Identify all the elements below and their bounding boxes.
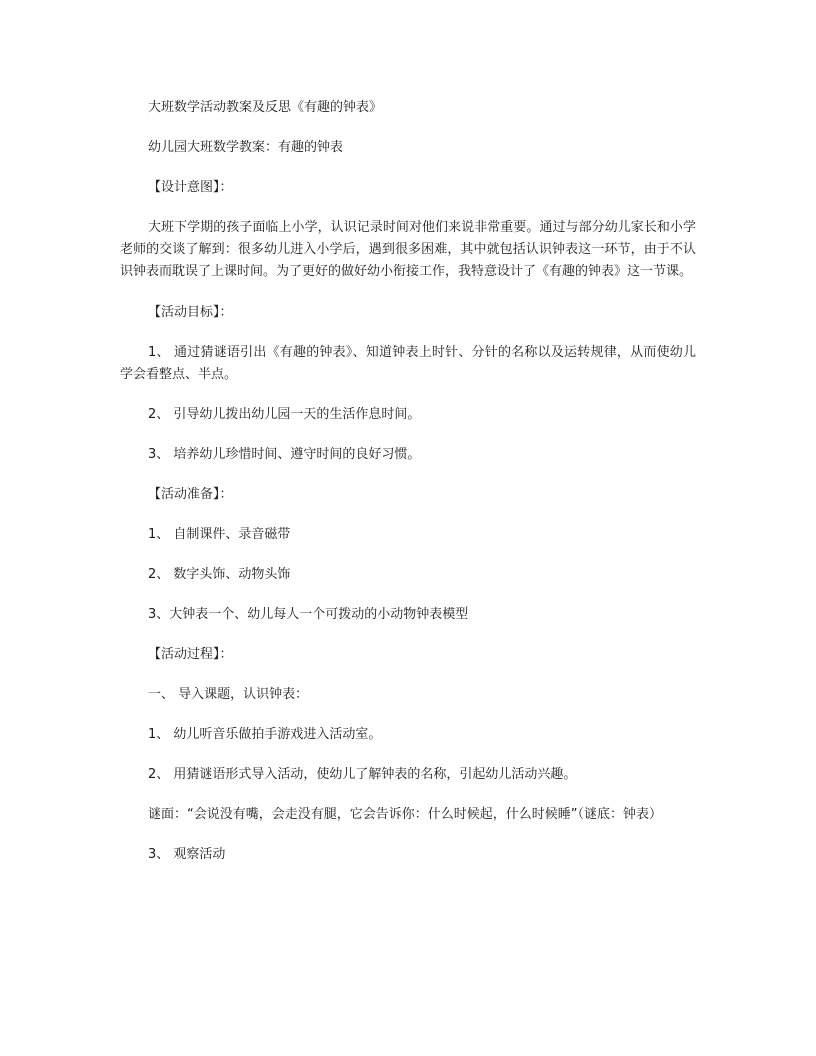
goal-item: 1、 通过猜谜语引出《有趣的钟表》、知道钟表上时针、分针的名称以及运转规律，从而使幼儿学会看整点、半点。 xyxy=(120,345,696,382)
process-step: 1、 幼儿听音乐做拍手游戏进入活动室。 xyxy=(148,727,382,742)
document-body xyxy=(120,98,696,865)
prep-item: 2、 数字头饰、动物头饰 xyxy=(148,567,291,582)
prep-item: 1、 自制课件、录音磁带 xyxy=(148,527,291,542)
prep-item: 3、大钟表一个、幼儿每人一个可拨动的小动物钟表模型 xyxy=(148,607,469,622)
goals-heading: 【活动目标】： xyxy=(148,305,233,320)
process-step: 2、 用猜谜语形式导入活动，使幼儿了解钟表的名称，引起幼儿活动兴趣。 xyxy=(148,767,577,782)
goal-item: 3、 培养幼儿珍惜时间、遵守时间的良好习惯。 xyxy=(148,447,421,462)
process-step: 3、 观察活动 xyxy=(148,847,226,862)
design-heading: 【设计意图】： xyxy=(148,180,233,195)
riddle-paragraph: 谜面：“会说没有嘴，会走没有腿，它会告诉你：什么时候起，什么时候睡”（谜底：钟表） xyxy=(148,807,662,822)
document-title: 大班数学活动教案及反思《有趣的钟表》 xyxy=(148,100,383,115)
process-heading: 【活动过程】： xyxy=(148,647,233,662)
section-heading: 一、 导入课题，认识钟表： xyxy=(148,687,309,702)
goal-item: 2、 引导幼儿拨出幼儿园一天的生活作息时间。 xyxy=(148,407,421,422)
design-paragraph: 大班下学期的孩子面临上小学，认识记录时间对他们来说非常重要。通过与部分幼儿家长和小学老师的交谈了解到：很多幼儿进入小学后，遇到很多困难，其中就包括认识钟表这一环节，由于不认识钟表而耽误了上课时间。为了更好的做好幼小衔接工作，我特意设计了《有趣的钟表》这一节课。 xyxy=(120,220,696,279)
prep-heading: 【活动准备】： xyxy=(148,487,233,502)
document-subtitle: 幼儿园大班数学教案：有趣的钟表 xyxy=(148,140,344,155)
